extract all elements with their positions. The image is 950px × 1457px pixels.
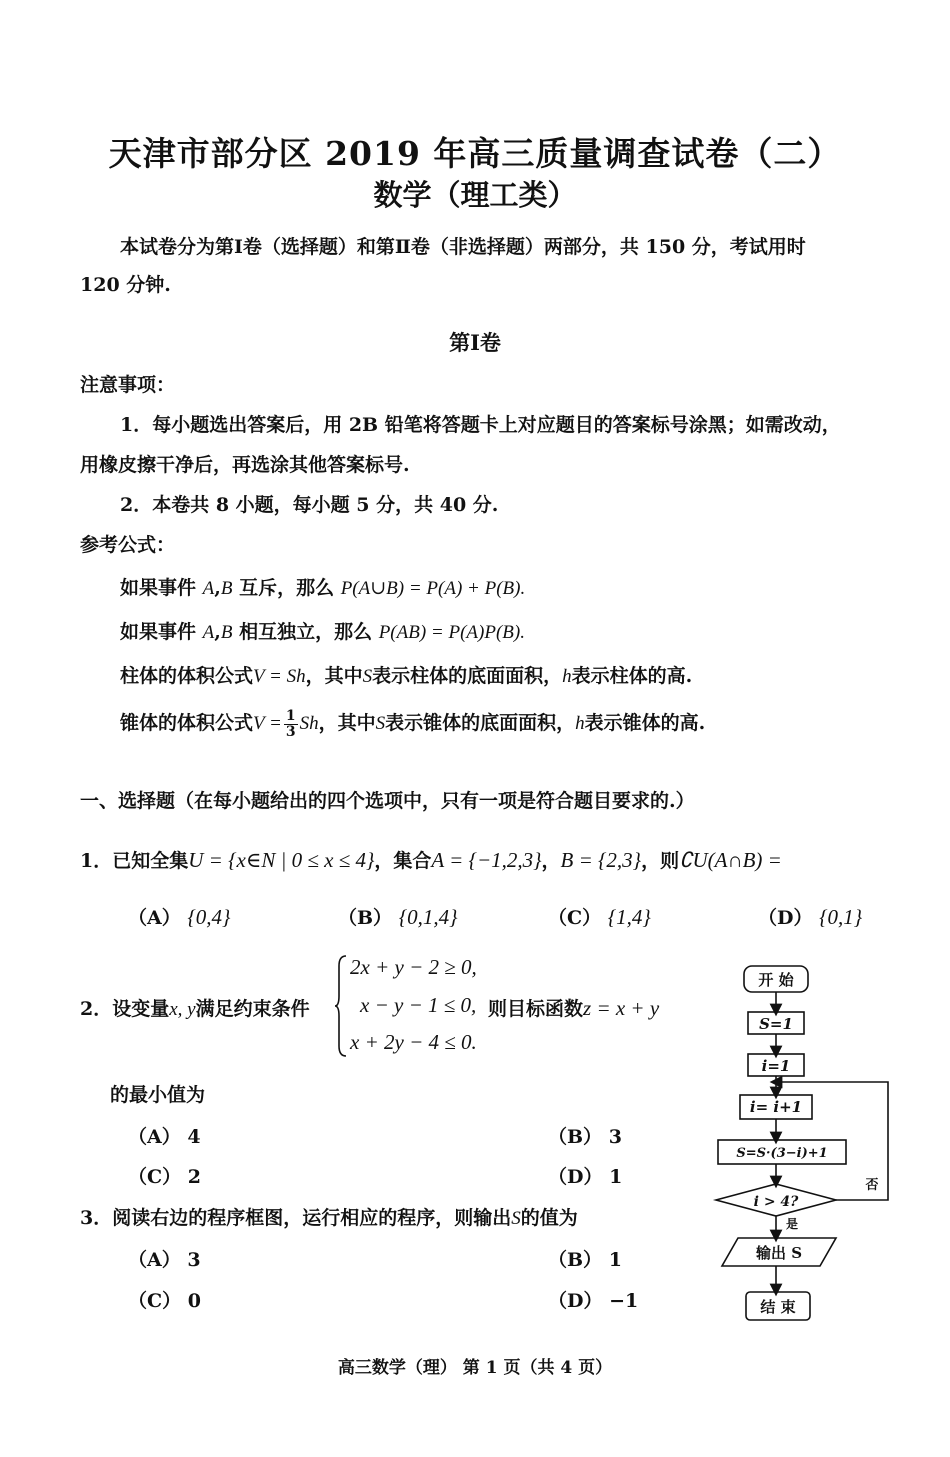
intro-line-2: 120 分钟. [80,274,171,296]
flow-s-init-label: S=1 [759,1015,793,1033]
notice-heading: 注意事项： [80,374,176,396]
section-heading: 第Ⅰ卷 [449,330,501,355]
part-1-heading: 一、选择题（在每小题给出的四个选项中，只有一项是符合题目要求的.） [80,790,695,812]
question-3: 3．阅读右边的程序框图，运行相应的程序，则输出S的值为 [80,1207,578,1229]
flow-start-label: 开 始 [758,971,794,989]
notice-item-2: 2．本卷共 8 小题，每小题 5 分，共 40 分. [120,494,499,516]
q1-option-c[interactable]: （C） {1,4} [548,905,651,929]
q3-option-c[interactable]: （C） 0 [128,1290,201,1312]
flow-no-label: 否 [865,1178,879,1193]
notice-item-1-line-1: 1．每小题选出答案后，用 2B 铅笔将答题卡上对应题目的答案标号涂黑；如需改动， [120,414,841,436]
question-2-stem: 2．设变量x, y满足约束条件 [80,998,310,1020]
q1-option-a[interactable]: （A） {0,4} [128,905,231,929]
formula-independent: 如果事件 A,B 相互独立，那么 P(AB) = P(A)P(B). [120,621,525,643]
constraint-1: 2x + y − 2 ≥ 0, [350,955,477,979]
question-2-objective: 则目标函数z = x + y [488,996,660,1020]
q2-option-a[interactable]: （A） 4 [128,1126,201,1148]
formulas-heading: 参考公式： [80,534,176,556]
q1-option-d[interactable]: （D） {0,1} [758,905,863,929]
constraint-3: x + 2y − 4 ≤ 0. [350,1030,477,1054]
q3-option-b[interactable]: （B） 1 [548,1249,622,1271]
exam-subtitle: 数学（理工类） [373,178,577,212]
flow-output-label: 输出 S [755,1244,803,1262]
flow-end-label: 结 束 [760,1298,796,1316]
formula-exclusive-expr: P(A∪B) = P(A) + P(B). [340,578,526,599]
program-flowchart [700,960,910,1330]
formula-independent-expr: P(AB) = P(A)P(B). [378,622,525,643]
fraction-one-third: $\frac{1}{3}$ [285,707,296,740]
question-2-tail: 的最小值为 [110,1084,206,1106]
question-1: 1．已知全集U = {x∈N | 0 ≤ x ≤ 4}，集合A = {−1,2,3}，B = {2,3}，则∁U(A∩B) = [80,848,782,872]
page-footer: 高三数学（理） 第 1 页（共 4 页） [337,1358,613,1378]
q2-option-c[interactable]: （C） 2 [128,1166,201,1188]
formula-cone-volume: 锥体的体积公式V = $\frac{1}{3}$ Sh，其中S表示锥体的底面面积，h表示锥体的高. [120,707,706,740]
exam-title: 天津市部分区 2019 年高三质量调查试卷（二） [108,134,842,173]
q3-option-a[interactable]: （A） 3 [128,1249,201,1271]
q2-option-d[interactable]: （D） 1 [548,1166,623,1188]
flow-yes-label: 是 [785,1217,799,1231]
q3-option-d[interactable]: （D） −1 [548,1290,639,1312]
flow-i-inc-label: i= i+1 [749,1098,803,1116]
notice-item-1-line-2: 用橡皮擦干净后，再选涂其他答案标号. [80,454,410,476]
q1-option-b[interactable]: （B） {0,1,4} [338,905,458,929]
flow-condition-label: i > 4? [753,1194,799,1210]
q2-option-b[interactable]: （B） 3 [548,1126,622,1148]
constraint-2: x − y − 1 ≤ 0, [360,993,477,1017]
flow-s-update-label: S=S·(3−i)+1 [736,1146,828,1161]
formula-prism-volume: 柱体的体积公式V = Sh，其中S表示柱体的底面面积，h表示柱体的高. [120,665,693,687]
intro-line-1: 本试卷分为第Ⅰ卷（选择题）和第Ⅱ卷（非选择题）两部分，共 150 分，考试用时 [120,236,806,258]
constraint-brace [334,954,348,1058]
formula-exclusive: 如果事件 A,B 互斥，那么 P(A∪B) = P(A) + P(B). [120,577,526,599]
flow-i-init-label: i=1 [761,1057,791,1075]
